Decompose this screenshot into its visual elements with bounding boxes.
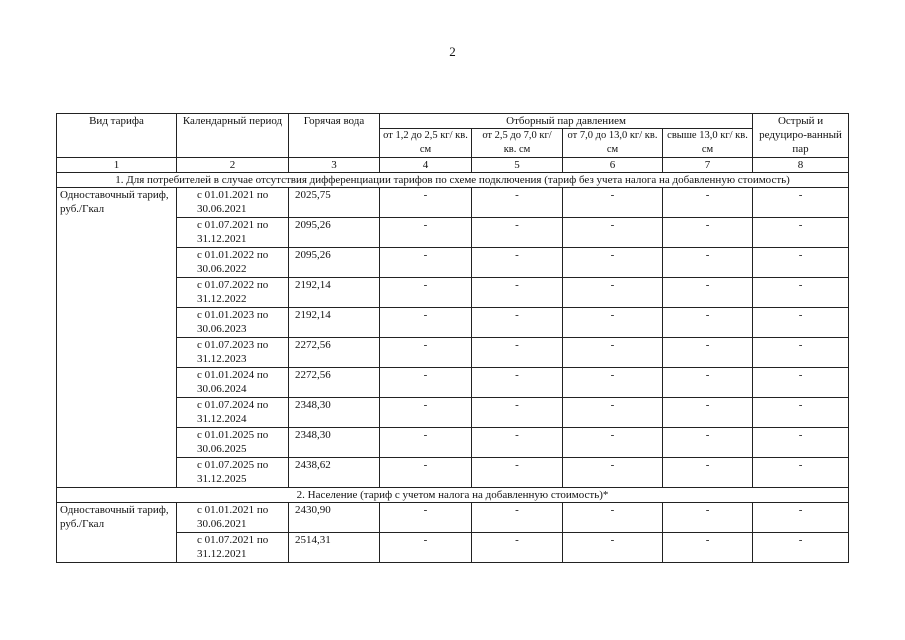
hot-water-value: 2272,56 — [289, 338, 380, 368]
period-cell: с 01.01.2025 по 30.06.2025 — [177, 428, 289, 458]
steam-value-cell: - — [472, 278, 563, 308]
steam-value-cell: - — [753, 188, 849, 218]
steam-value-cell: - — [380, 308, 472, 338]
steam-value-cell: - — [472, 398, 563, 428]
steam-value-cell: - — [753, 248, 849, 278]
steam-value-cell: - — [563, 398, 663, 428]
steam-value-cell: - — [563, 308, 663, 338]
steam-value-cell: - — [663, 533, 753, 563]
period-cell: с 01.07.2021 по 31.12.2021 — [177, 533, 289, 563]
steam-value-cell: - — [753, 503, 849, 533]
steam-value-cell: - — [753, 458, 849, 488]
header-tariff-type: Вид тарифа — [57, 114, 177, 158]
steam-value-cell: - — [563, 278, 663, 308]
steam-value-cell: - — [563, 533, 663, 563]
steam-value-cell: - — [472, 368, 563, 398]
column-number: 3 — [289, 158, 380, 173]
steam-value-cell: - — [472, 338, 563, 368]
column-number: 7 — [663, 158, 753, 173]
steam-value-cell: - — [663, 218, 753, 248]
column-number: 8 — [753, 158, 849, 173]
steam-value-cell: - — [380, 533, 472, 563]
steam-value-cell: - — [563, 368, 663, 398]
hot-water-value: 2438,62 — [289, 458, 380, 488]
hot-water-value: 2095,26 — [289, 218, 380, 248]
steam-value-cell: - — [753, 428, 849, 458]
steam-value-cell: - — [753, 308, 849, 338]
steam-value-cell: - — [472, 308, 563, 338]
period-cell: с 01.07.2024 по 31.12.2024 — [177, 398, 289, 428]
section-title-row — [57, 173, 849, 188]
steam-value-cell: - — [472, 428, 563, 458]
column-number-row — [57, 158, 849, 173]
steam-value-cell: - — [663, 458, 753, 488]
steam-value-cell: - — [380, 503, 472, 533]
hot-water-value: 2514,31 — [289, 533, 380, 563]
hot-water-value: 2430,90 — [289, 503, 380, 533]
steam-value-cell: - — [472, 218, 563, 248]
steam-value-cell: - — [380, 278, 472, 308]
hot-water-value: 2192,14 — [289, 308, 380, 338]
hot-water-value: 2095,26 — [289, 248, 380, 278]
tariff-type-label: Одноставочный тариф, руб./Гкал — [57, 503, 177, 563]
steam-value-cell: - — [663, 248, 753, 278]
period-cell: с 01.01.2024 по 30.06.2024 — [177, 368, 289, 398]
header-pressure-1: от 1,2 до 2,5 кг/ кв. см — [380, 129, 472, 158]
steam-value-cell: - — [380, 248, 472, 278]
steam-value-cell: - — [380, 428, 472, 458]
steam-value-cell: - — [563, 248, 663, 278]
steam-value-cell: - — [563, 428, 663, 458]
steam-value-cell: - — [663, 368, 753, 398]
steam-value-cell: - — [380, 368, 472, 398]
steam-value-cell: - — [663, 503, 753, 533]
steam-value-cell: - — [663, 338, 753, 368]
steam-value-cell: - — [753, 338, 849, 368]
steam-value-cell: - — [563, 338, 663, 368]
header-sharp-steam: Острый и редуциро-ванный пар — [753, 114, 849, 158]
steam-value-cell: - — [753, 218, 849, 248]
header-hot-water: Горячая вода — [289, 114, 380, 158]
column-number: 6 — [563, 158, 663, 173]
steam-value-cell: - — [663, 278, 753, 308]
header-pressure-2: от 2,5 до 7,0 кг/ кв. см — [472, 129, 563, 158]
period-cell: с 01.01.2023 по 30.06.2023 — [177, 308, 289, 338]
section-title: 1. Для потребителей в случае отсутствия дифференциации тарифов по схеме подключения (тариф без учета налога на добавленную стоимость) — [57, 173, 849, 188]
column-number: 1 — [57, 158, 177, 173]
hot-water-value: 2348,30 — [289, 398, 380, 428]
table-row — [57, 503, 849, 533]
column-number: 4 — [380, 158, 472, 173]
steam-value-cell: - — [663, 428, 753, 458]
period-cell: с 01.01.2022 по 30.06.2022 — [177, 248, 289, 278]
steam-value-cell: - — [563, 218, 663, 248]
steam-value-cell: - — [472, 458, 563, 488]
steam-value-cell: - — [380, 398, 472, 428]
table-row — [57, 188, 849, 218]
period-cell: с 01.07.2023 по 31.12.2023 — [177, 338, 289, 368]
steam-value-cell: - — [753, 398, 849, 428]
steam-value-cell: - — [753, 368, 849, 398]
steam-value-cell: - — [753, 278, 849, 308]
header-row — [57, 114, 849, 129]
steam-value-cell: - — [472, 503, 563, 533]
steam-value-cell: - — [563, 458, 663, 488]
hot-water-value: 2025,75 — [289, 188, 380, 218]
period-cell: с 01.07.2022 по 31.12.2022 — [177, 278, 289, 308]
section-title: 2. Население (тариф с учетом налога на добавленную стоимость)* — [57, 488, 849, 503]
header-extraction-steam: Отборный пар давлением — [380, 114, 753, 129]
period-cell: с 01.07.2021 по 31.12.2021 — [177, 218, 289, 248]
steam-value-cell: - — [663, 398, 753, 428]
steam-value-cell: - — [472, 248, 563, 278]
steam-value-cell: - — [563, 188, 663, 218]
hot-water-value: 2192,14 — [289, 278, 380, 308]
steam-value-cell: - — [380, 218, 472, 248]
header-pressure-4: свыше 13,0 кг/ кв. см — [663, 129, 753, 158]
header-pressure-3: от 7,0 до 13,0 кг/ кв. см — [563, 129, 663, 158]
steam-value-cell: - — [472, 188, 563, 218]
steam-value-cell: - — [663, 188, 753, 218]
tariff-type-label: Одноставочный тариф, руб./Гкал — [57, 188, 177, 488]
steam-value-cell: - — [753, 533, 849, 563]
steam-value-cell: - — [380, 458, 472, 488]
tariff-table — [56, 113, 849, 563]
steam-value-cell: - — [472, 533, 563, 563]
steam-value-cell: - — [663, 308, 753, 338]
steam-value-cell: - — [380, 338, 472, 368]
period-cell: с 01.07.2025 по 31.12.2025 — [177, 458, 289, 488]
column-number: 5 — [472, 158, 563, 173]
hot-water-value: 2348,30 — [289, 428, 380, 458]
hot-water-value: 2272,56 — [289, 368, 380, 398]
period-cell: с 01.01.2021 по 30.06.2021 — [177, 503, 289, 533]
period-cell: с 01.01.2021 по 30.06.2021 — [177, 188, 289, 218]
header-calendar-period: Календарный период — [177, 114, 289, 158]
column-number: 2 — [177, 158, 289, 173]
steam-value-cell: - — [380, 188, 472, 218]
section-title-row — [57, 488, 849, 503]
steam-value-cell: - — [563, 503, 663, 533]
page-number: 2 — [449, 44, 456, 59]
